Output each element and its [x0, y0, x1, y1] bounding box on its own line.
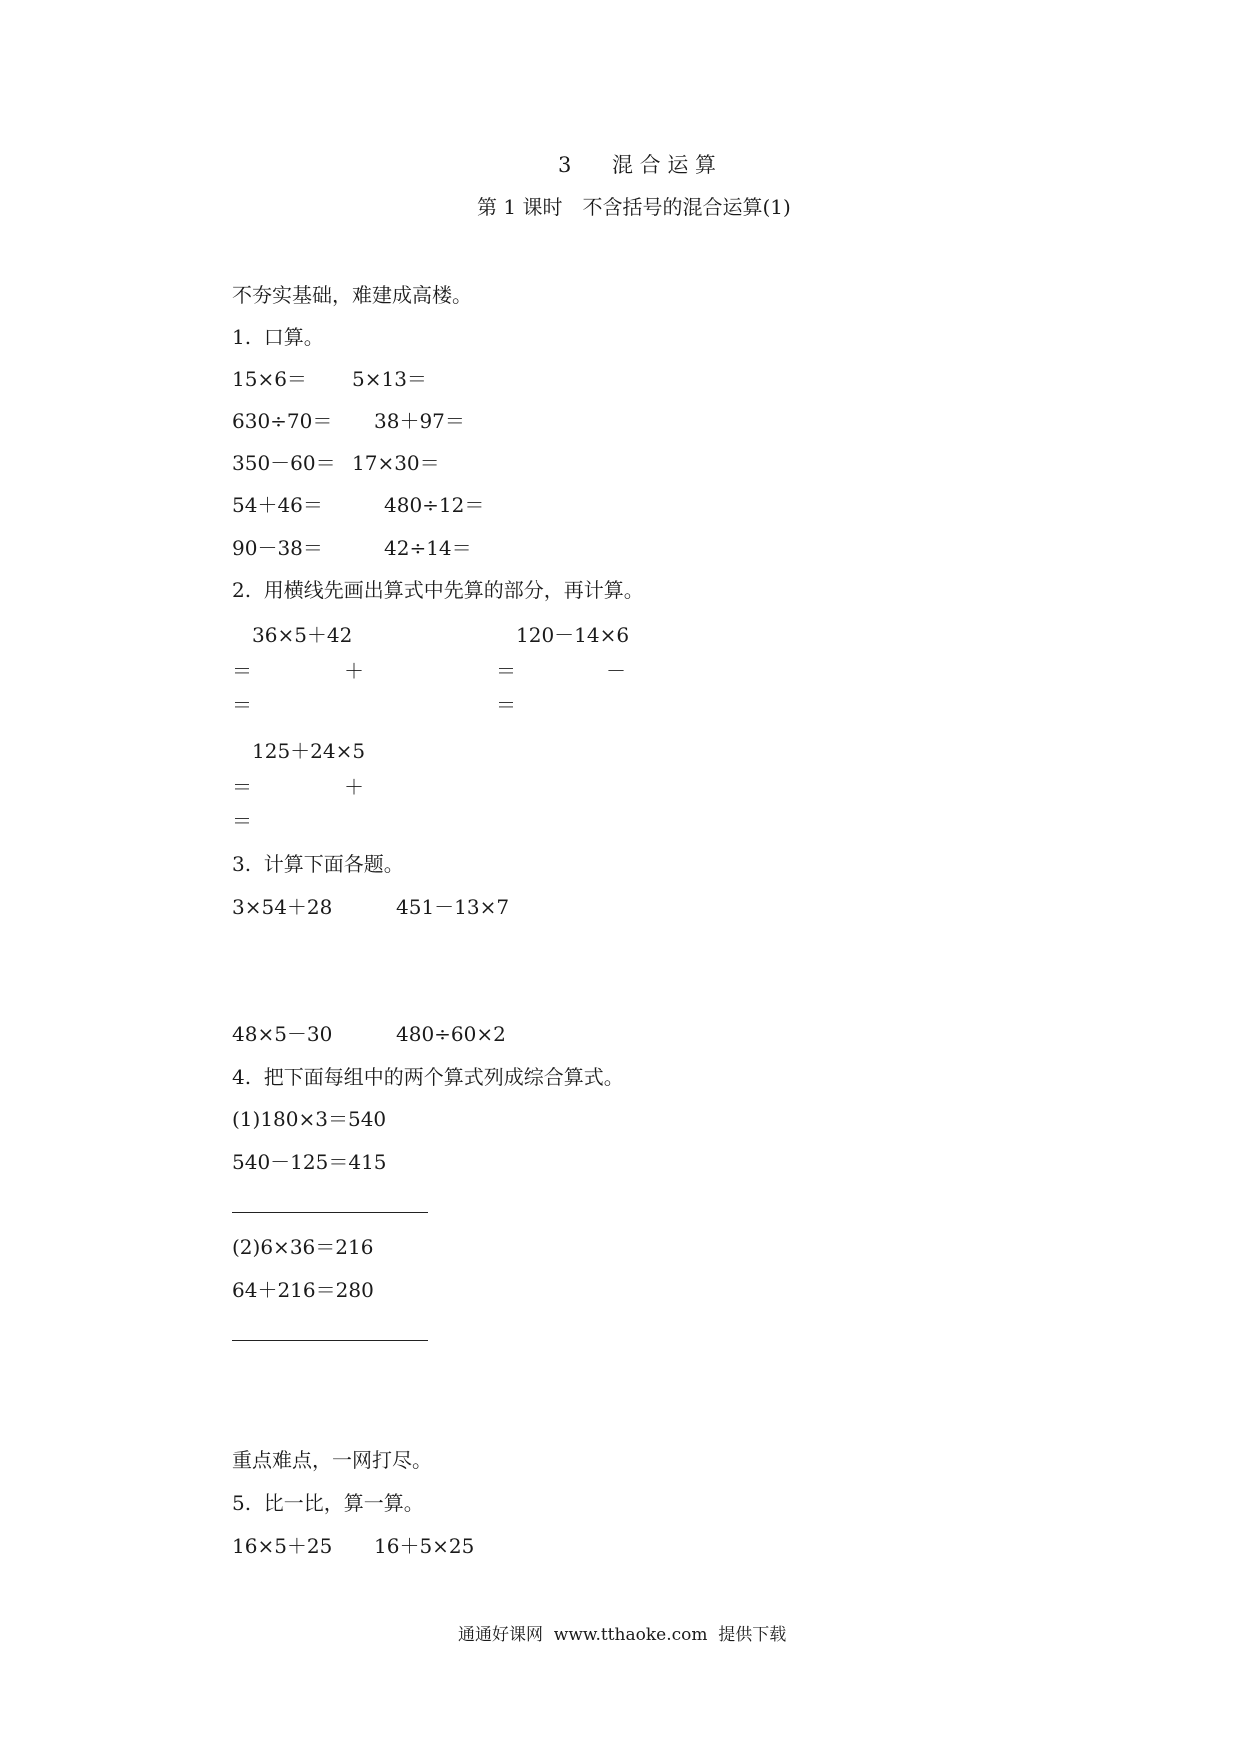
q2-equals-sign: ＝ — [232, 775, 252, 799]
q2-expression: 36×5＋42 — [252, 623, 353, 647]
chapter-number: 3 — [558, 153, 572, 177]
q2-expression: 125＋24×5 — [252, 739, 366, 763]
chapter-title: 混 合 运 算 — [612, 153, 717, 177]
q2-equals-sign: ＝ — [232, 693, 252, 717]
q1-item-right: 17×30＝ — [352, 451, 440, 475]
q5-expression: 16×5＋25 — [232, 1534, 333, 1558]
q3-expression: 3×54＋28 — [232, 895, 333, 919]
q2-operator: － — [606, 659, 626, 683]
q3-expression: 48×5－30 — [232, 1022, 333, 1046]
q5-expression: 16＋5×25 — [374, 1534, 475, 1558]
q4-group-line: (1)180×3＝540 — [232, 1107, 387, 1131]
q4-group-line: 64＋216＝280 — [232, 1278, 374, 1302]
q2-equals-sign: ＝ — [232, 659, 252, 683]
section-heading-key-points: 重点难点，一网打尽。 — [232, 1448, 432, 1472]
footer-credit: 通通好课网 www.tthaoke.com 提供下载 — [458, 1625, 787, 1645]
q2-equals-sign: ＝ — [496, 659, 516, 683]
question-2-title: 2. 用横线先画出算式中先算的部分，再计算。 — [232, 578, 644, 602]
question-5-title: 5. 比一比，算一算。 — [232, 1491, 424, 1515]
q2-equals-sign: ＝ — [232, 809, 252, 833]
q3-expression: 480÷60×2 — [396, 1022, 506, 1046]
q1-item-left: 350－60＝ — [232, 451, 336, 475]
question-1-title: 1. 口算。 — [232, 325, 324, 349]
answer-blank-line — [232, 1340, 428, 1341]
question-3-title: 3. 计算下面各题。 — [232, 852, 404, 876]
q3-expression: 451－13×7 — [396, 895, 510, 919]
q2-operator: ＋ — [344, 659, 364, 683]
q1-item-right: 5×13＝ — [352, 367, 427, 391]
q1-item-right: 480÷12＝ — [384, 493, 485, 517]
section-heading-basics: 不夯实基础，难建成高楼。 — [232, 283, 472, 307]
q2-operator: ＋ — [344, 775, 364, 799]
q1-item-left: 54＋46＝ — [232, 493, 323, 517]
q1-item-left: 630÷70＝ — [232, 409, 333, 433]
q1-item-right: 38＋97＝ — [374, 409, 465, 433]
lesson-title: 第 1 课时 不含括号的混合运算(1) — [477, 195, 791, 219]
q1-item-left: 15×6＝ — [232, 367, 307, 391]
q2-equals-sign: ＝ — [496, 693, 516, 717]
answer-blank-line — [232, 1212, 428, 1213]
q2-expression: 120－14×6 — [516, 623, 630, 647]
q4-group-line: (2)6×36＝216 — [232, 1235, 374, 1259]
q4-group-line: 540－125＝415 — [232, 1150, 387, 1174]
q1-item-right: 42÷14＝ — [384, 536, 472, 560]
q1-item-left: 90－38＝ — [232, 536, 323, 560]
question-4-title: 4. 把下面每组中的两个算式列成综合算式。 — [232, 1065, 624, 1089]
